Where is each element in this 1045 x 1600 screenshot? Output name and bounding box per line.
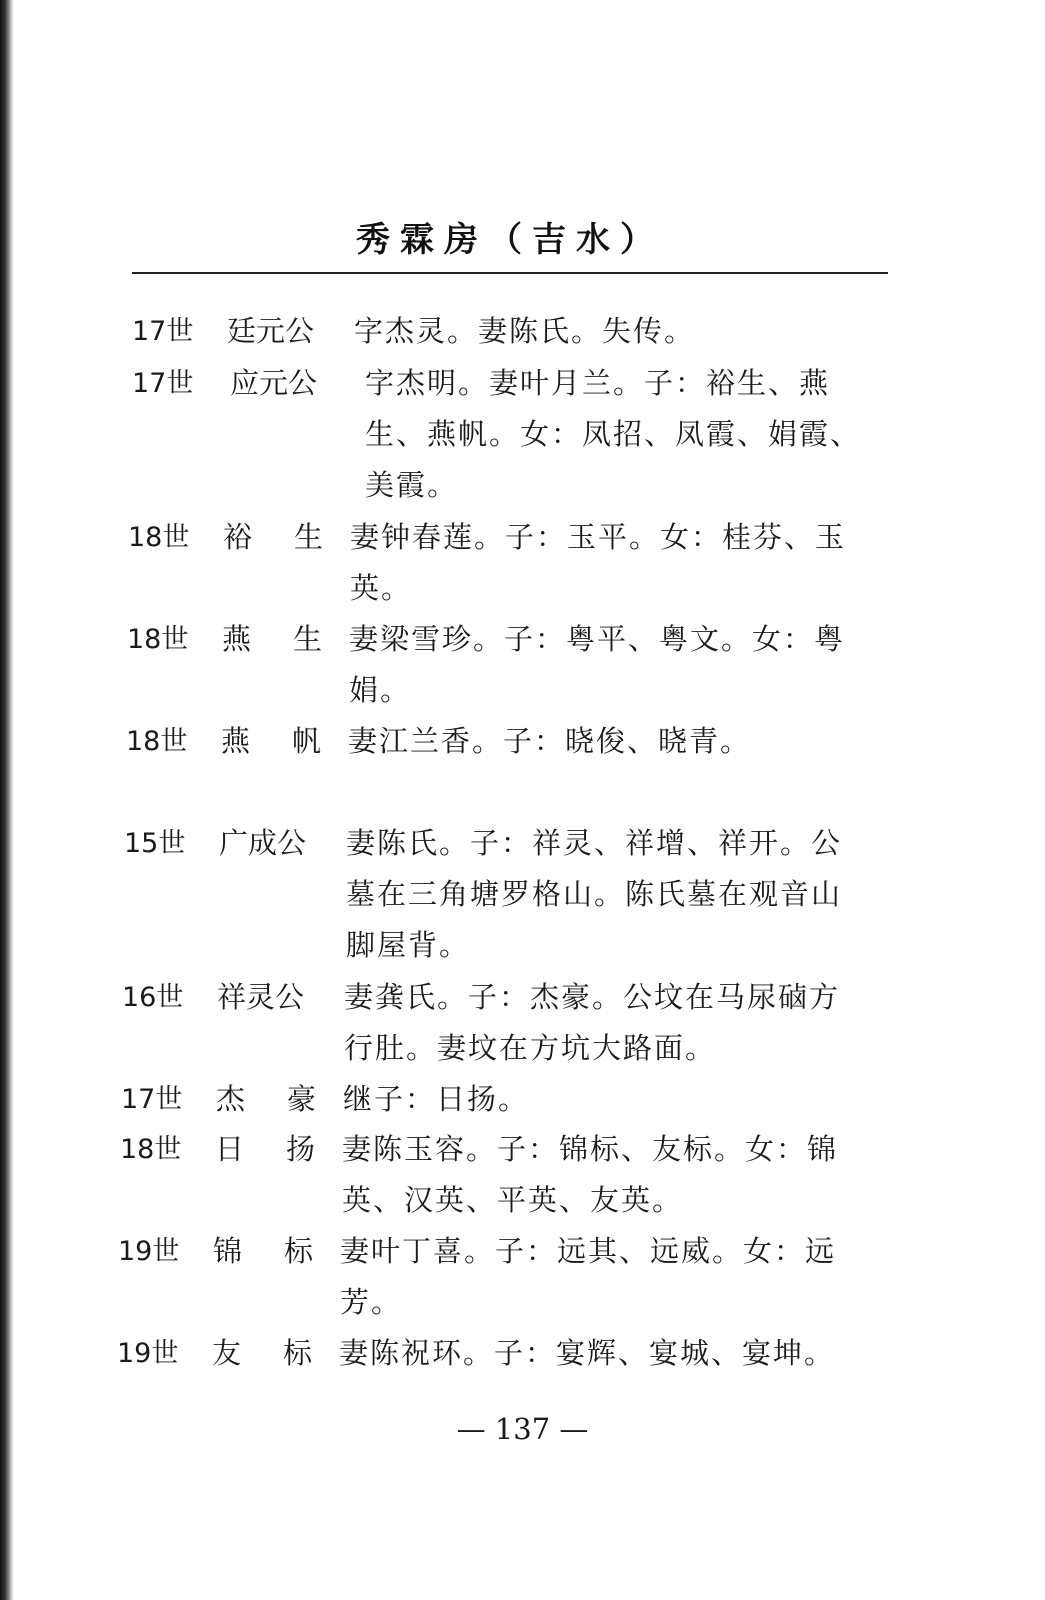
generation-label: 18世 <box>128 522 190 553</box>
entry-description: 妻叶丁喜。子：远其、远威。女：远芳。 <box>340 1234 837 1319</box>
entry-description: 继子：日扬。 <box>343 1082 530 1116</box>
entry-description: 妻江兰香。子：晓俊、晓青。 <box>348 724 752 758</box>
entry-description: 妻陈玉容。子：锦标、友标。女：锦英、汉英、平英、友英。 <box>342 1132 839 1217</box>
entry-description: 妻龚氏。子：杰豪。公坟在马尿硵方行肚。妻坟在方坑大路面。 <box>344 980 841 1065</box>
entry-description: 字杰灵。妻陈氏。失传。 <box>354 314 696 348</box>
person-name: 裕 生 <box>223 520 323 554</box>
entry-description: 妻陈祝环。子：宴辉、宴城、宴坤。 <box>339 1336 836 1370</box>
page-number: — 137 — <box>456 1412 589 1446</box>
entry-description: 字杰明。妻叶月兰。子：裕生、燕生、燕帆。女：凤招、凤霞、娟霞、美霞。 <box>365 366 862 502</box>
generation-label: 18世 <box>126 726 188 757</box>
generation-label: 17世 <box>121 1084 183 1115</box>
entry-description: 妻梁雪珍。子：粤平、粤文。女：粤娟。 <box>349 622 846 707</box>
generation-label: 19世 <box>117 1338 179 1369</box>
generation-label: 15世 <box>124 828 186 859</box>
generation-label: 18世 <box>127 624 189 655</box>
entry-description: 妻陈氏。子：祥灵、祥增、祥开。公墓在三角塘罗格山。陈氏墓在观音山脚屋背。 <box>346 826 843 962</box>
page-title: 秀霖房（吉水） <box>356 220 664 260</box>
person-name: 友 标 <box>212 1336 312 1370</box>
person-name: 锦 标 <box>213 1234 313 1268</box>
person-name: 燕 帆 <box>221 724 321 758</box>
person-name: 杰 豪 <box>216 1082 316 1116</box>
person-name: 日 扬 <box>215 1132 315 1166</box>
generation-label: 17世 <box>132 368 194 399</box>
entry-description: 妻钟春莲。子：玉平。女：桂芬、玉英。 <box>350 520 847 605</box>
person-name: 燕 生 <box>222 622 322 656</box>
person-name: 应元公 <box>230 366 318 400</box>
person-name: 廷元公 <box>227 314 315 348</box>
generation-label: 18世 <box>120 1134 182 1165</box>
generation-label: 19世 <box>118 1236 180 1267</box>
person-name: 广成公 <box>219 826 307 860</box>
generation-label: 17世 <box>132 316 194 347</box>
person-name: 祥灵公 <box>217 980 305 1014</box>
generation-label: 16世 <box>122 982 184 1013</box>
